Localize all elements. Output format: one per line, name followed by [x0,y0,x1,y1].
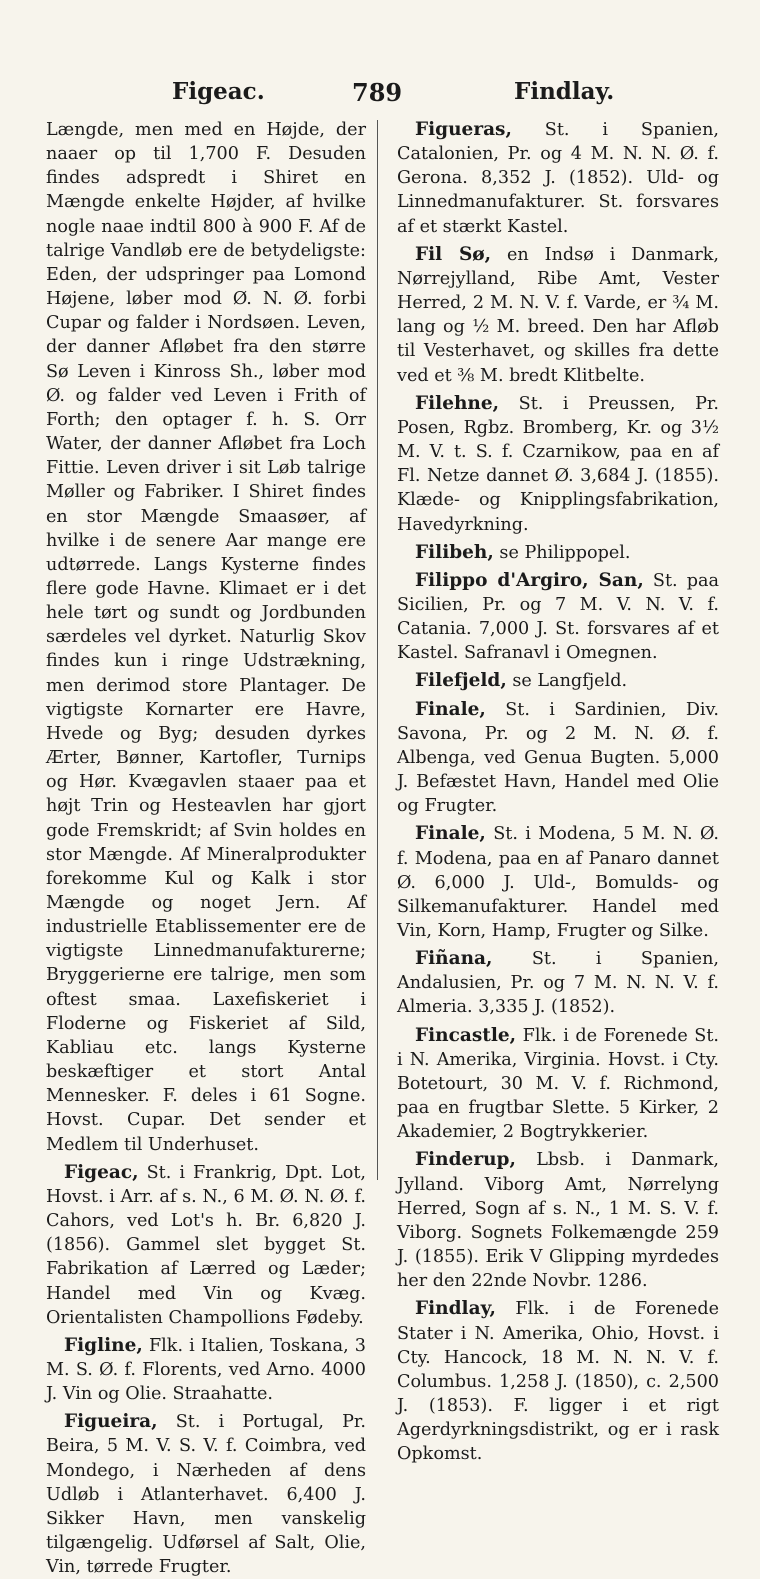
entry-text: St. i Portugal, Pr. Beira, 5 M. V. S. V. f. Coimbra, ved Mondego, i Nærheden af dens Udløb i Atlanterhavet. 6,400 J. Sikker Havn, men vanskelig tilgængelig. Udførsel af Salt, Olie, Vin, tørrede Frugter. [46,1412,366,1578]
entry-text: Flk. i de Forenede Stater i N. Amerika, Ohio, Hovst. i Cty. Hancock, 18 M. N. N. V. f. Columbus. 1,258 J. (1850), c. 2,500 J. (1853). F. ligger i et rigt Agerdyrkningsdistrikt, og er i rask Opkomst. [397,1299,719,1465]
page-header [0,78,760,118]
entry-finana [397,947,719,1019]
entry-text: Længde, men med en Højde, der naaer op til 1,700 F. Desuden findes adspredt i Shiret en Mængde enkelte Højder, af hvilke nogle naae indtil 800 à 900 F. Af de talrige Vandløb ere de betydeligste: Eden, der udspringer paa Lomond Højene, løber mod Ø. N. Ø. forbi Cupar og falder i Nordsøen. Leven, der danner Afløbet fra den større Sø Leven i Kinross Sh., løber mod Ø. og falder ved Leven i Frith of Forth; den optager f. h. S. Orr Water, der danner Afløbet fra Loch Fittie. Leven driver i sit Løb talrige Møller og Fabriker. I Shiret findes en stor Mængde Smaasøer, af hvilke i de senere Aar mange ere udtørrede. Langs Kysterne findes flere gode Havne. Klimaet er i det hele tørt og sundt og Jordbunden særdeles vel dyrket. Naturlig Skov findes kun i ringe Udstrækning, men derimod store Plantager. De vigtigste Kornarter ere Havre, Hvede og Byg; desuden dyrkes Ærter, Bønner, Kartofler, Turnips og Hør. Kvægavlen staaer paa et højt Trin og Hesteavlen har gjort gode Fremskridt; af Svin holdes en stor Mængde. Af Mineralprodukter forekomme Kul og Kalk i stor Mængde og noget Jern. Af industrielle Etablissementer ere de vigtigste Linnedmanufakturerne; Bryggerierne ere talrige, men som oftest smaa. Laxefiskeriet i Floderne og Fiskeriet af Sild, Kabliau etc. langs Kysterne beskæftiger et stort Antal Mennesker. F. deles i 61 Sogne. Hovst. Cupar. Det sender et Medlem til Underhuset. [46,120,366,1155]
entry-text: se Philippopel. [493,542,631,563]
entry-headword: Finale, [415,698,486,720]
entry-filehne [397,392,719,537]
left-column [46,118,366,1579]
entry-headword: Finale, [415,823,486,845]
entry-figueira [46,1410,366,1579]
entry-continuation [46,118,366,1157]
entry-text: St. i Preussen, Pr. Posen, Rgbz. Bromberg, Kr. og 3½ M. V. t. S. f. Czarnikow, paa en af Fl. Netze dannet Ø. 3,684 J. (1855). Klæde- og Knipplingsfabrikation, Havedyrkning. [397,393,719,535]
entry-headword: Fiñana, [415,948,493,970]
entry-finderup [397,1148,719,1293]
entry-text: se Langfjeld. [506,671,628,692]
entry-text: Flk. i Italien, Toskana, 3 M. S. Ø. f. Florents, ved Arno. 4000 J. Vin og Olie. Straahatte. [46,1335,366,1405]
entry-headword: Finderup, [415,1149,516,1171]
entry-headword: Filippo d'Argiro, San, [415,569,644,591]
entry-headword: Filefjeld, [415,670,507,692]
entry-text: Flk. i de Forenede St. i N. Amerika, Virginia. Hovst. i Cty. Botetourt, 30 M. V. f. Richmond, paa en frugtbar Slette. 5 Kirker, 2 Akademier, 2 Bogtrykkerier. [397,1025,719,1143]
entry-headword: Fil Sø, [415,243,492,265]
entry-headword: Figeac, [64,1161,139,1183]
left-running-head: Figeac. [172,78,265,105]
entry-text: St. i Spanien, Andalusien, Pr. og 7 M. N. N. V. f. Almeria. 3,335 J. (1852). [397,949,719,1018]
page-number: 789 [352,78,403,107]
entry-text: en Indsø i Danmark, Nørrejylland, Ribe Amt, Vester Herred, 2 M. N. V. f. Varde, er ¾ M. lang og ½ M. breed. Den har Afløb til Vesterhavet, og skilles fra dette ved et ⅜ M. bredt Klitbelte. [397,244,719,386]
entry-text: St. i Spanien, Catalonien, Pr. og 4 M. N. N. Ø. f. Gerona. 8,352 J. (1852). Uld- og Linnedmanufakturer. St. forsvares af et stærkt Kastel. [397,120,719,237]
column-divider [377,120,378,1180]
right-column [397,118,719,1466]
entry-fil-so [397,243,719,388]
entry-text: St. i Modena, 5 M. N. Ø. f. Modena, paa en af Panaro dannet Ø. 6,000 J. Uld-, Bomulds- og Silkemanufakturer. Handel med Vin, Korn, Hamp, Frugter og Silke. [397,824,719,941]
entry-headword: Filibeh, [415,541,494,563]
entry-text: Lbsb. i Danmark, Jylland. Viborg Amt, Nørrelyng Herred, Sogn af s. N., 1 M. S. V. f. Viborg. Sognets Folkemængde 259 J. (1855). Erik V Glipping myrdedes her den 22nde Novbr. 1286. [397,1150,719,1292]
entry-findlay [397,1297,719,1466]
entry-fincastle [397,1024,719,1145]
entry-figline [46,1334,366,1406]
entry-headword: Findlay, [415,1298,496,1320]
entry-finale-modena [397,822,719,943]
entry-headword: Filehne, [415,392,500,414]
entry-headword: Figline, [64,1334,143,1356]
entry-figeac [46,1161,366,1330]
entry-text: St. i Sardinien, Div. Savona, Pr. og 2 M. N. Ø. f. Albenga, ved Genua Bugten. 5,000 J. Befæstet Havn, Handel med Olie og Frugter. [397,699,719,817]
entry-text: St. i Frankrig, Dpt. Lot, Hovst. i Arr. af s. N., 6 M. Ø. N. Ø. f. Cahors, ved Lot's h. Br. 6,820 J. (1856). Gammel slet bygget St. Fabrikation af Lærred og Læder; Handel med Vin og Kvæg. Orientalisten Champollions Fødeby. [46,1162,366,1328]
entry-figueras [397,118,719,239]
entry-headword: Figueira, [64,1411,158,1433]
entry-headword: Figueras, [415,119,512,140]
entry-headword: Fincastle, [415,1024,517,1046]
right-running-head: Findlay. [514,78,615,105]
entry-filibeh [397,541,719,565]
entry-text: St. paa Sicilien, Pr. og 7 M. V. N. V. f. Catania. 7,000 J. St. forsvares af et Kastel. Safranavl i Omegnen. [397,570,719,664]
entry-filefjeld [397,669,719,693]
entry-filippo [397,569,719,666]
entry-finale-sardinia [397,698,719,819]
